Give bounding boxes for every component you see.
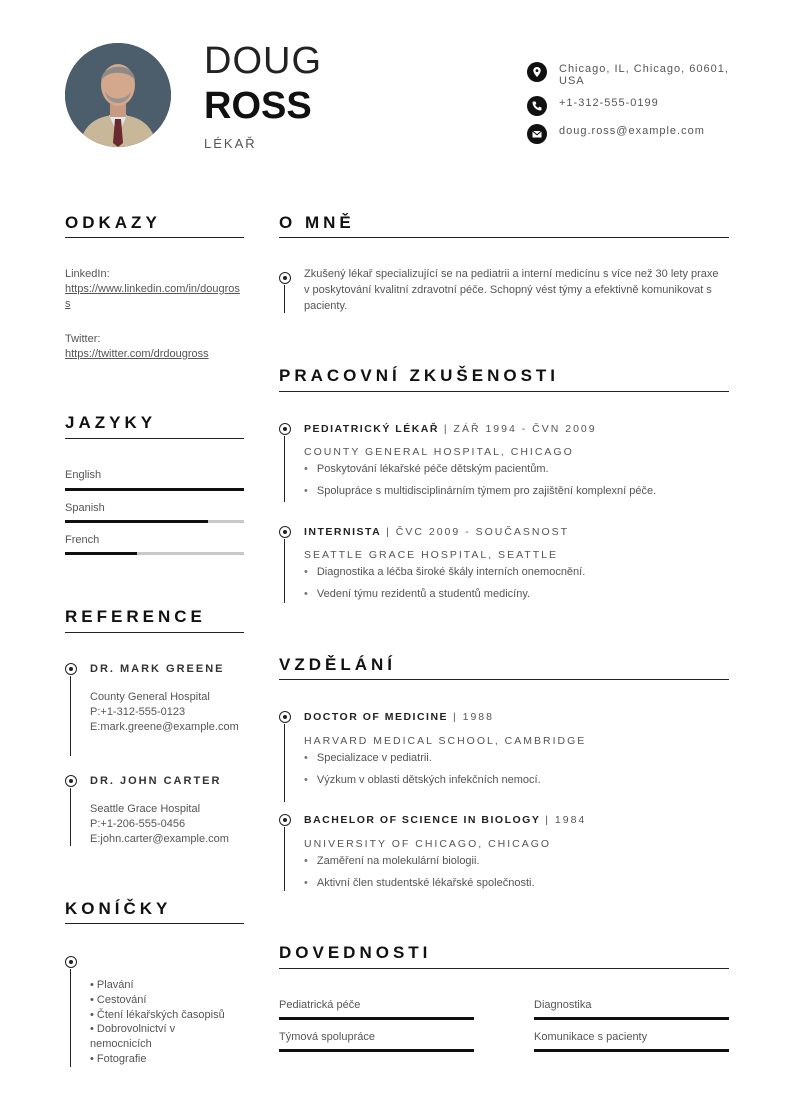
job-title: LÉKAŘ (204, 136, 257, 151)
degree-year: | 1988 (448, 711, 494, 723)
education-heading (304, 814, 586, 826)
skill-name: Pediatrická péče (279, 999, 361, 1011)
language-level-bar (65, 552, 244, 555)
timeline-line (284, 436, 285, 502)
language-level-fill (65, 520, 208, 523)
link-label: LinkedIn: (65, 268, 110, 280)
references-divider (65, 632, 244, 633)
twitter-link[interactable]: https://twitter.com/drdougross (65, 348, 209, 360)
experience-section-title: PRACOVNÍ ZKUŠENOSTI (279, 366, 560, 385)
reference-org: Seattle Grace Hospital (90, 803, 201, 815)
education-section-title: VZDĚLÁNÍ (279, 655, 396, 674)
hobby-item: • Plavání (90, 979, 134, 991)
skills-section-title: DOVEDNOSTI (279, 943, 432, 962)
job-bullet: • Diagnostika a léčba široké škály interních onemocnění. (304, 566, 585, 578)
timeline-dot-icon (65, 663, 77, 675)
about-divider (279, 237, 729, 238)
degree-year: | 1984 (540, 814, 587, 826)
skill-bar (534, 1017, 729, 1020)
education-bullet: • Zaměření na molekulární biologii. (304, 855, 480, 867)
link-label: Twitter: (65, 333, 101, 345)
timeline-line (70, 788, 71, 846)
language-level-fill (65, 552, 137, 555)
language-level-bar (65, 520, 244, 523)
location-pin-icon (527, 62, 547, 82)
timeline-line (284, 724, 285, 802)
education-bullet: • Výzkum v oblasti dětských infekčních nemocí. (304, 774, 541, 786)
profile-photo (65, 43, 171, 147)
language-level-bar (65, 488, 244, 491)
hobby-item: • Čtení lékařských časopisů (90, 1009, 225, 1021)
timeline-line (284, 285, 285, 313)
job-organization: SEATTLE GRACE HOSPITAL, SEATTLE (304, 549, 558, 561)
links-section-title: ODKAZY (65, 213, 161, 232)
reference-name: DR. MARK GREENE (90, 663, 225, 675)
envelope-icon (527, 124, 547, 144)
reference-org: County General Hospital (90, 691, 210, 703)
education-bullet: • Aktivní člen studentské lékařské společnosti. (304, 877, 535, 889)
job-organization: COUNTY GENERAL HOSPITAL, CHICAGO (304, 446, 574, 458)
degree: BACHELOR OF SCIENCE IN BIOLOGY (304, 814, 541, 826)
reference-name: DR. JOHN CARTER (90, 775, 222, 787)
job-bullet: • Vedení týmu rezidentů a studentů medicíny. (304, 588, 530, 600)
job-period: | ZÁŘ 1994 - ČVN 2009 (438, 423, 597, 435)
degree: DOCTOR OF MEDICINE (304, 711, 449, 723)
timeline-dot-icon (279, 711, 291, 723)
timeline-dot-icon (279, 423, 291, 435)
timeline-dot-icon (279, 526, 291, 538)
job-period: | ČVC 2009 - SOUČASNOST (381, 526, 570, 538)
experience-divider (279, 391, 729, 392)
timeline-line (70, 676, 71, 756)
timeline-line (284, 539, 285, 603)
reference-email: E:john.carter@example.com (90, 833, 229, 845)
education-divider (279, 679, 729, 680)
skill-bar (534, 1049, 729, 1052)
skill-name: Komunikace s pacienty (534, 1031, 648, 1043)
reference-phone: P:+1-206-555-0456 (90, 818, 186, 830)
education-heading (304, 711, 494, 723)
skill-name: Týmová spolupráce (279, 1031, 375, 1043)
contact-phone (527, 96, 747, 116)
address-text: Chicago, IL, Chicago, 60601, USA (559, 63, 729, 87)
contact-address (527, 62, 747, 87)
first-name: DOUG (204, 40, 322, 82)
hobby-item: • Fotografie (90, 1053, 147, 1065)
job-role: INTERNISTA (304, 526, 382, 538)
links-divider (65, 237, 244, 238)
last-name: ROSS (204, 85, 312, 127)
job-role: PEDIATRICKÝ LÉKAŘ (304, 423, 439, 435)
job-heading (304, 526, 569, 538)
language-name: English (65, 469, 102, 481)
hobbies-divider (65, 923, 244, 924)
timeline-dot-icon (65, 775, 77, 787)
skill-bar (279, 1017, 474, 1020)
school: UNIVERSITY OF CHICAGO, CHICAGO (304, 838, 552, 850)
language-level-fill (65, 488, 244, 491)
phone-text: +1-312-555-0199 (559, 97, 659, 109)
skills-divider (279, 968, 729, 969)
linkedin-link[interactable]: https://www.linkedin.com/in/dougross (65, 283, 240, 310)
language-name: Spanish (65, 502, 105, 514)
about-section-title: O MNĚ (279, 213, 355, 232)
references-section-title: REFERENCE (65, 607, 206, 626)
education-bullet: • Specializace v pediatrii. (304, 752, 432, 764)
languages-divider (65, 438, 244, 439)
skill-name: Diagnostika (534, 999, 592, 1011)
job-bullet: • Spolupráce s multidisciplinárním týmem pro zajištění komplexní péče. (304, 485, 656, 497)
contact-email (527, 124, 747, 144)
hobby-item: • Cestování (90, 994, 147, 1006)
hobbies-section-title: KONÍČKY (65, 899, 172, 918)
skill-bar (279, 1049, 474, 1052)
about-text: Zkušený lékař specializující se na pediatrii a interní medicínu s více než 30 lety praxe v poskytování kvalitní zdravotní péče. Schopný vést týmy a efektivně komunikovat s pacienty. (304, 268, 719, 312)
reference-phone: P:+1-312-555-0123 (90, 706, 186, 718)
job-heading (304, 423, 597, 435)
reference-email: E:mark.greene@example.com (90, 721, 239, 733)
phone-icon (527, 96, 547, 116)
hobby-item: • Dobrovolnictví v nemocnicích (90, 1023, 176, 1050)
link-linkedin (65, 267, 245, 312)
school: HARVARD MEDICAL SCHOOL, CAMBRIDGE (304, 735, 587, 747)
job-bullet: • Poskytování lékařské péče dětským pacientům. (304, 463, 549, 475)
timeline-line (70, 969, 71, 1067)
timeline-dot-icon (279, 814, 291, 826)
languages-section-title: JAZYKY (65, 413, 157, 432)
timeline-dot-icon (65, 956, 77, 968)
timeline-dot-icon (279, 272, 291, 284)
language-name: French (65, 534, 100, 546)
email-text: doug.ross@example.com (559, 125, 705, 137)
timeline-line (284, 827, 285, 891)
link-twitter (65, 332, 245, 362)
